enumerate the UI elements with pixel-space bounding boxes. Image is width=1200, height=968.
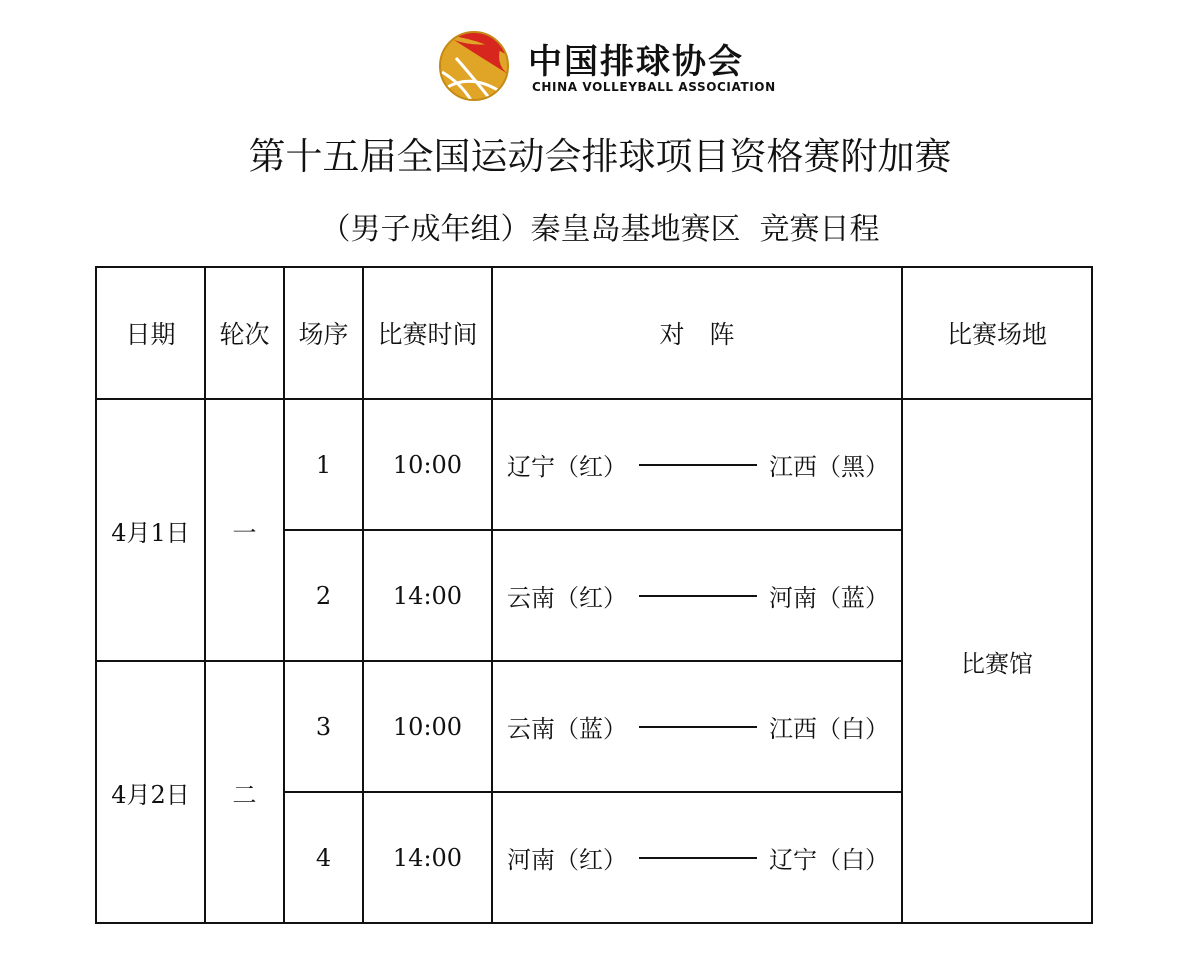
header-round: 轮次 [205,267,284,399]
venue-cell: 比赛馆 [902,399,1092,923]
round-cell: 一 [205,399,284,661]
match-no-cell: 3 [284,661,363,792]
time-cell: 14:00 [363,530,492,661]
volleyball-emblem-icon [432,28,522,104]
header-match-no: 场序 [284,267,363,399]
versus-line [639,726,757,728]
table-row [96,399,1092,530]
home-team: 辽宁（红） [507,453,627,481]
date-cell: 4月1日 [96,399,205,661]
versus-line [639,464,757,466]
matchup-cell [492,399,902,530]
association-logo [432,28,776,104]
header-time: 比赛时间 [363,267,492,399]
schedule-table [95,266,1093,924]
header-row [96,267,1092,399]
document-title: 第十五届全国运动会排球项目资格赛附加赛 [248,135,952,178]
round-cell: 二 [205,661,284,923]
match-no-cell: 1 [284,399,363,530]
away-team: 辽宁（白） [769,846,889,874]
match-no-cell: 2 [284,530,363,661]
home-team: 云南（红） [507,584,627,612]
document-subtitle: （男子成年组）秦皇岛基地赛区 竞赛日程 [320,212,880,247]
logo-chinese-name: 中国排球协会 [528,42,744,82]
matchup-cell [492,661,902,792]
date-cell: 4月2日 [96,661,205,923]
header-matchup: 对 阵 [492,267,902,399]
matchup-cell [492,530,902,661]
versus-line [639,595,757,597]
time-cell: 14:00 [363,792,492,923]
home-team: 云南（蓝） [507,715,627,743]
logo-english-name: CHINA VOLLEYBALL ASSOCIATION [532,80,776,94]
match-no-cell: 4 [284,792,363,923]
header-date: 日期 [96,267,205,399]
time-cell: 10:00 [363,661,492,792]
away-team: 江西（白） [769,715,889,743]
away-team: 河南（蓝） [769,584,889,612]
matchup-cell [492,792,902,923]
header-venue: 比赛场地 [902,267,1092,399]
time-cell: 10:00 [363,399,492,530]
away-team: 江西（黑） [769,453,889,481]
versus-line [639,857,757,859]
home-team: 河南（红） [507,846,627,874]
